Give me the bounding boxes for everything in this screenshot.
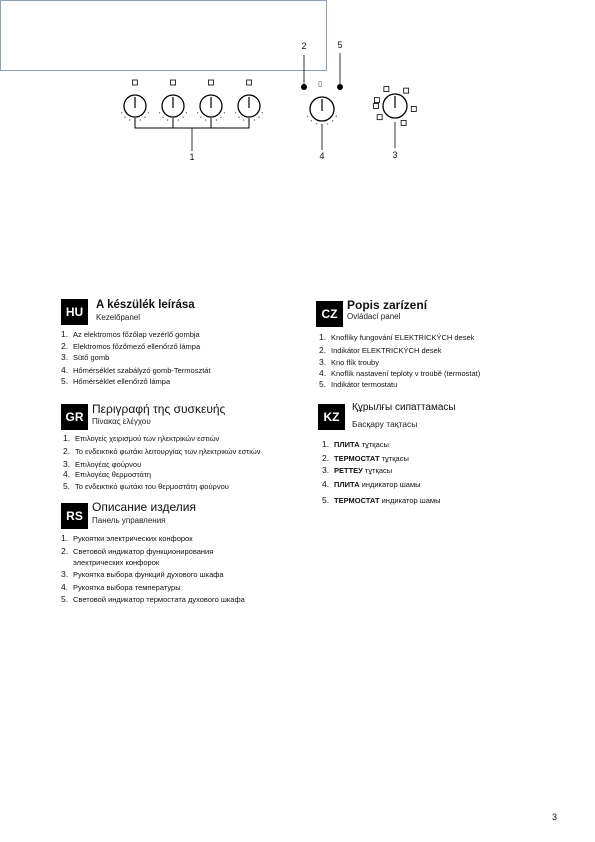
item-number: 5. [319,379,327,389]
item-number: 5. [61,594,69,604]
hotplate-knob-3-scale-mark [216,119,217,120]
item-text: тұтқасы [359,440,389,449]
hotplate-knob-4-scale-mark [235,112,236,113]
hotplate-knob-3-scale-mark [220,117,221,118]
top-heat-icon [404,88,409,93]
item-text: Indikátor termostatu [331,380,398,389]
hotplate-knob-1-scale-mark [121,112,122,113]
callout-number-4: 4 [319,151,325,161]
item-text: Hőmérséklet szabályzó gomb-Termosztát [73,366,211,375]
control-panel-diagram [0,0,595,200]
item-text: индикатор шамы [359,480,421,489]
item-number: 3. [319,357,327,367]
item-number: 4. [319,368,327,378]
item-text: электрических конфорок [73,558,160,567]
item-number: 1. [63,433,71,443]
hotplate-position-icon [209,80,214,85]
item-number: 4. [63,469,71,479]
section-title-hu: A készülék leírása [96,299,195,311]
item-text: Knoflík nastavení teploty v troubě (termostat) [331,369,481,378]
item-text: Επιλογέας θερμοστάτη [75,470,152,479]
defrost-icon [374,98,379,103]
oven-mode-icon [374,104,379,109]
item-number: 2. [322,453,330,463]
list-item [61,376,170,386]
item-text: Рукоятка выбора температуры [73,583,181,592]
section-title-cz: Popis zarízení [347,298,428,312]
list-item [322,453,409,463]
item-keyword: РЕТТЕУ [334,466,363,475]
list-item [61,569,224,579]
section-title-rs: Описание изделия [92,500,196,514]
thermostat-knob-scale-mark [332,120,333,121]
item-text: Рукоятки электрических конфорок [73,534,193,543]
fan-icon [401,120,406,125]
item-keyword: ПЛИТА [334,480,360,489]
hotplate-knob-1-scale-mark [129,119,130,120]
hotplate-knob-1-scale-mark [144,117,145,118]
thermostat-indicator-lamp [337,84,343,90]
list-item [63,459,141,469]
list-item [319,379,397,389]
thermostat-knob-scale-mark [336,116,337,117]
item-text: индикатор шамы [379,496,441,505]
item-text: Рукоятка выбора функций духового шкафа [73,570,224,579]
hotplate-position-icon [133,80,138,85]
item-number: 4. [61,582,69,592]
list-item [61,341,200,351]
hotplate-position-icon [247,80,252,85]
list-item [61,365,211,375]
item-text: тұтқасы [362,466,393,475]
hotplate-knob-1-scale-mark [140,119,141,120]
hotplate-knob-2-scale-mark [182,117,183,118]
item-number: 3. [61,352,69,362]
section-subtitle-gr: Πίνακας ελέγχου [92,417,151,426]
item-number: 2. [63,446,71,456]
hotplate-knob-4-scale-mark [243,119,244,120]
list-item [322,439,389,449]
hotplate-knob-1-scale-mark [124,117,125,118]
list-item [61,582,181,592]
item-text: Το ενδεικτικό φωτάκι του θερμοστάτη φούρνου [75,482,229,491]
list-item [319,357,379,367]
section-title-gr: Περιγραφή της συσκευής [92,402,226,416]
thermostat-knob-scale-mark [307,116,308,117]
list-item [319,345,441,355]
item-number: 4. [322,479,330,489]
list-item [61,546,213,556]
item-text: Το ενδεικτικό φωτάκι λειτουργίας των ηλεκτρικών εστιών [75,447,261,456]
item-number: 3. [61,569,69,579]
hotplate-knob-3-scale-mark [224,112,225,113]
thermostat-knob-scale-mark [327,123,328,124]
lamp-icon [377,115,382,120]
item-number: 5. [63,481,71,491]
item-text: Az elektromos főzőlap vezérlő gombja [73,330,200,339]
item-number: 1. [61,533,69,543]
list-item [61,594,245,604]
language-badge-hu: HU [61,299,88,325]
list-item [322,479,421,489]
grill-icon [384,87,389,92]
item-number: 5. [61,376,69,386]
hotplate-knob-1-scale-mark [148,112,149,113]
hotplate-knob-3-scale-mark [200,117,201,118]
item-text: Sütő gomb [73,353,110,362]
list-item [319,332,474,342]
hotplate-knob-2-scale-mark [186,112,187,113]
list-item [63,481,229,491]
item-text: Knoflíky fungování ELEKTRICKÝCH desek [331,333,475,342]
section-subtitle-hu: Kezelőpanel [96,313,141,322]
hotplate-knob-2-scale-mark [167,119,168,120]
section-subtitle-kz: Басқару тақтасы [352,419,418,429]
hotplate-knob-4-scale-mark [262,112,263,113]
page-number: 3 [552,812,558,822]
hotplate-knob-3-scale-mark [205,119,206,120]
item-text: тұтқасы [379,454,409,463]
thermostat-knob-scale-mark [311,120,312,121]
bottom-heat-icon [411,106,416,111]
hotplate-knob-2-scale-mark [178,119,179,120]
item-number: 3. [63,459,71,469]
thermostat-knob-scale-mark [316,123,317,124]
item-keyword: ТЕРМОСТАТ [334,454,380,463]
hotplate-knob-4-scale-mark [258,117,259,118]
list-item [61,558,159,567]
item-number: 2. [319,345,327,355]
list-item [63,433,219,443]
hotplate-knob-4-scale-mark [238,117,239,118]
item-number: 1. [322,439,330,449]
item-keyword: ПЛИТА [334,440,360,449]
item-text: Elektromos főzőmező ellenőrző lámpa [73,342,201,351]
item-number: 2. [61,341,69,351]
hotplate-knob-2-scale-mark [162,117,163,118]
language-badge-cz: CZ [316,301,343,327]
item-text: Световой индикатор функционирования [73,547,214,556]
item-number: 5. [322,495,330,505]
item-text: Επιλογείς χειρισμού των ηλεκτρικών εστιών [75,434,220,443]
callout-number-1: 1 [189,152,195,162]
item-text: Kno flík trouby [331,358,379,367]
item-number: 1. [319,332,327,342]
item-keyword: ТЕРМОСТАТ [334,496,380,505]
list-item [61,352,109,362]
list-item [61,329,200,339]
list-item [61,533,193,543]
hotplate-indicator-lamp [301,84,307,90]
callout-bracket [135,118,249,128]
callout-number-2: 2 [301,41,307,51]
thermometer-icon: ▯ [318,81,322,88]
hotplate-position-icon [171,80,176,85]
callout-number-3: 3 [392,150,398,160]
section-subtitle-cz: Ovládací panel [347,312,401,321]
list-item [322,465,392,475]
hotplate-knob-2-scale-mark [159,112,160,113]
item-text: Световой индикатор термостата духового шкафа [73,595,245,604]
language-badge-gr: GR [61,404,88,430]
language-badge-kz: KZ [318,404,345,430]
hotplate-knob-3-scale-mark [197,112,198,113]
item-text: Indikátor ELEKTRICKÝCH desek [331,346,442,355]
hotplate-knob-4-scale-mark [254,119,255,120]
list-item [319,368,480,378]
callout-number-5: 5 [337,40,343,50]
list-item [63,469,151,479]
item-number: 4. [61,365,69,375]
list-item [63,446,261,456]
section-subtitle-rs: Панель управления [92,516,166,525]
item-text: Hőmérséklet ellenőrző lámpa [73,377,171,386]
item-number: 3. [322,465,330,475]
item-text: Επιλογέας φούρνου [75,460,142,469]
language-badge-rs: RS [61,503,88,529]
section-title-kz: Құрылғы сипаттамасы [352,402,456,413]
item-number: 2. [61,546,69,556]
item-number: 1. [61,329,69,339]
list-item [322,495,440,505]
